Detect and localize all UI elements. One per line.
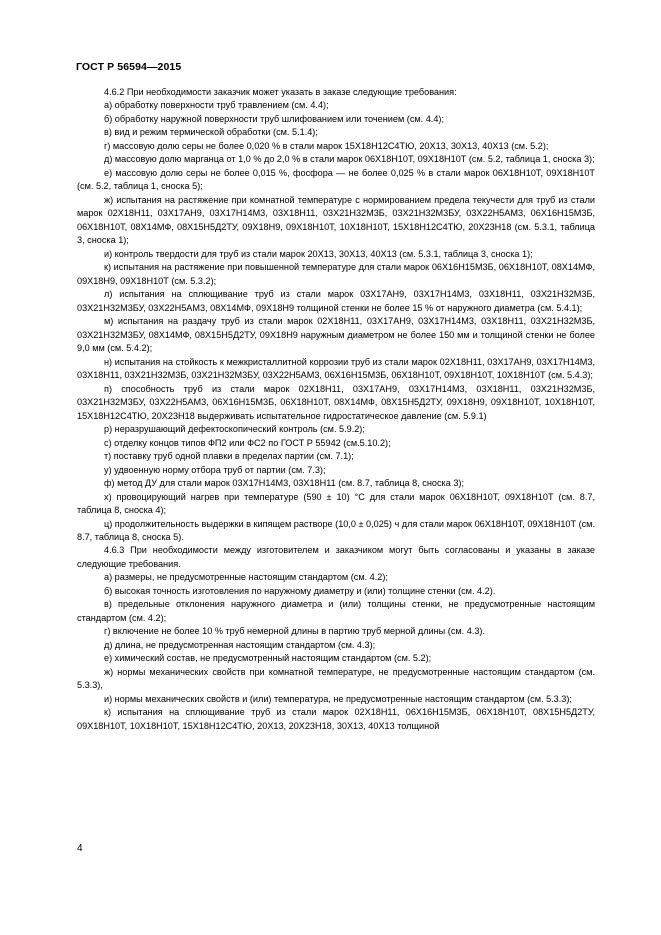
document-body [77, 86, 595, 733]
paragraph: 4.6.3 При необходимости между изготовителем и заказчиком могут быть согласованы и указаны в заказе следующие требования. [77, 545, 595, 569]
paragraph: и) нормы механических свойств и (или) температура, не предусмотренные настоящим стандартом (см. 5.3.3); [104, 693, 572, 704]
paragraph: ж) нормы механических свойств при комнатной температуре, не предусмотренные настоящим стандартом (см. 5.3.3), [77, 666, 595, 691]
paragraph: р) неразрушающий дефектоскопический контроль (см. 5.9.2); [104, 424, 365, 435]
paragraph: с) отделку концов типов ФП2 или ФС2 по ГОСТ Р 55942 (см.5.10.2); [104, 437, 391, 448]
paragraph: л) испытания на сплющивание труб из стали марок 03Х17АН9, 03Х17Н14М3, 03Х18Н11, 03Х21Н32М3Б, 03Х21Н32М3БУ, 03Х22Н5АМ3, 08Х14МФ, 09Х18Н9 толщиной стенки не более 15 % от наружного диаметра (см. 5.4.1); [77, 289, 595, 313]
paragraph: к) испытания на сплющивание труб из стали марок 02Х18Н11, 06Х16Н15М3Б, 06Х18Н10Т, 08Х15Н5Д2ТУ, 09Х18Н10Т, 10Х18Н10Т, 15Х18Н12С4ТЮ, 20Х13, 20Х23Н18, 30Х13, 40Х13 толщиной [77, 707, 595, 731]
paragraph: к) испытания на растяжение при повышенной температуре для стали марок 06Х16Н15М3Б, 06Х18Н10Т, 08Х14МФ, 09Х18Н9, 09Х18Н10Т (см. 5.3.2); [77, 262, 595, 286]
page-number: 4 [77, 843, 83, 854]
paragraph: н) испытания на стойкость к межкристаллитной коррозии труб из стали марок 02Х18Н11, 03Х17АН9, 03Х17Н14М3, 03Х18Н11, 03Х21Н32М3Б, 03Х21Н32М3БУ, 03Х22Н5АМ3, 06Х16Н15М3Б, 06Х18Н10Т, 09Х18Н10Т, 10Х18Н10Т (см. 5.4.3); [77, 356, 595, 381]
paragraph: г) массовую долю серы не более 0,020 % в стали марок 15Х18Н12С4ТЮ, 20Х13, 30Х13, 40Х13 (см. 5.2); [104, 140, 549, 151]
paragraph: и) контроль твердости для труб из стали марок 20Х13, 30Х13, 40Х13 (см. 5.3.1, таблица 3, сноска 1); [104, 248, 533, 259]
standard-designation: ГОСТ Р 56594—2015 [76, 61, 182, 73]
paragraph: е) химический состав, не предусмотренный настоящим стандартом (см. 5.2); [104, 653, 432, 664]
paragraph: м) испытания на раздачу труб из стали марок 02Х18Н11, 03Х17АН9, 03Х17Н14М3, 03Х18Н11, 03Х21Н32М3Б, 03Х21Н32М3БУ, 08Х14МФ, 08Х15Н5Д2ТУ, 09Х18Н9 наружным диаметром не более 150 мм и толщиной стенки не более 9,0 мм (см. 5.4.2); [77, 316, 595, 354]
paragraph: х) провоцирующий нагрев при температуре (590 ± 10) °С для стали марок 06Х18Н10Т, 09Х18Н10Т (см. 8.7, таблица 8, сноска 4); [77, 491, 595, 516]
paragraph: е) массовую долю серы не более 0,015 %, фосфора — не более 0,025 % в стали марок 06Х18Н10Т, 09Х18Н10Т (см. 5.2, таблица 1, сноска 5); [77, 167, 595, 192]
paragraph: б) обработку наружной поверхности труб шлифованием или точением (см. 4.4); [104, 113, 444, 124]
paragraph: т) поставку труб одной плавки в пределах партии (см. 7.1); [104, 451, 354, 462]
paragraph: ж) испытания на растяжение при комнатной температуре с нормированием предела текучести для труб из стали марок 02Х18Н11, 03Х17АН9, 03Х17Н14М3, 03Х18Н11, 03Х21Н32М3Б, 03Х21Н32М3БУ, 03Х22Н5АМ3, 06Х16Н15М3Б, 06Х18Н10Т, 08Х14МФ, 08Х15Н5Д2ТУ, 09Х18Н9, 09Х18Н10Т, 10Х18Н10Т, 15Х18Н12С4ТЮ, 20Х23Н18 (см. 5.3.1, таблица 3, сноска 1); [77, 194, 595, 246]
paragraph: в) вид и режим термической обработки (см. 5.1.4); [104, 127, 318, 138]
paragraph: п) способность труб из стали марок 02Х18Н11, 03Х17АН9, 03Х17Н14М3, 03Х18Н11, 03Х21Н32М3Б, 03Х21Н32М3БУ, 03Х22Н5АМ3, 06Х16Н15М3Б, 06Х18Н10Т, 08Х14МФ, 08Х15Н5Д2ТУ, 09Х18Н9, 09Х18Н10Т, 10Х18Н10Т, 15Х18Н12С4ТЮ, 20Х23Н18 выдерживать испытательное гидростатическое давление (см. 5.9.1) [77, 383, 595, 421]
paragraph: в) предельные отклонения наружного диаметра и (или) толщины стенки, не предусмотренные настоящим стандартом (см. 4.2); [77, 599, 595, 623]
paragraph: б) высокая точность изготовления по наружному диаметру и (или) толщине стенки (см. 4.2). [104, 585, 496, 596]
paragraph: а) размеры, не предусмотренные настоящим стандартом (см. 4.2); [104, 572, 388, 583]
paragraph: д) массовую долю марганца от 1,0 % до 2,0 % в стали марок 06Х18Н10Т, 09Х18Н10Т (см. 5.2, таблица 1, сноска 3); [104, 154, 595, 165]
paragraph: д) длина, не предусмотренная настоящим стандартом (см. 4.3); [104, 639, 376, 650]
paragraph: у) удвоенную норму отбора труб от партии (см. 7.3); [104, 464, 326, 475]
paragraph: г) включение не более 10 % труб немерной длины в партию труб мерной длины (см. 4.3). [104, 626, 485, 637]
paragraph: а) обработку поверхности труб травлением (см. 4.4); [104, 100, 329, 111]
paragraph: ц) продолжительность выдержки в кипящем растворе (10,0 ± 0,025) ч для стали марок 06Х18Н10Т, 09Х18Н10Т (см. 8.7, таблица 8, сноска 5). [77, 518, 595, 542]
paragraph: ф) метод ДУ для стали марок 03Х17Н14М3, 03Х18Н11 (см. 8.7, таблица 8, сноска 3); [104, 478, 464, 489]
paragraph: 4.6.2 При необходимости заказчик может указать в заказе следующие требования: [104, 87, 457, 97]
